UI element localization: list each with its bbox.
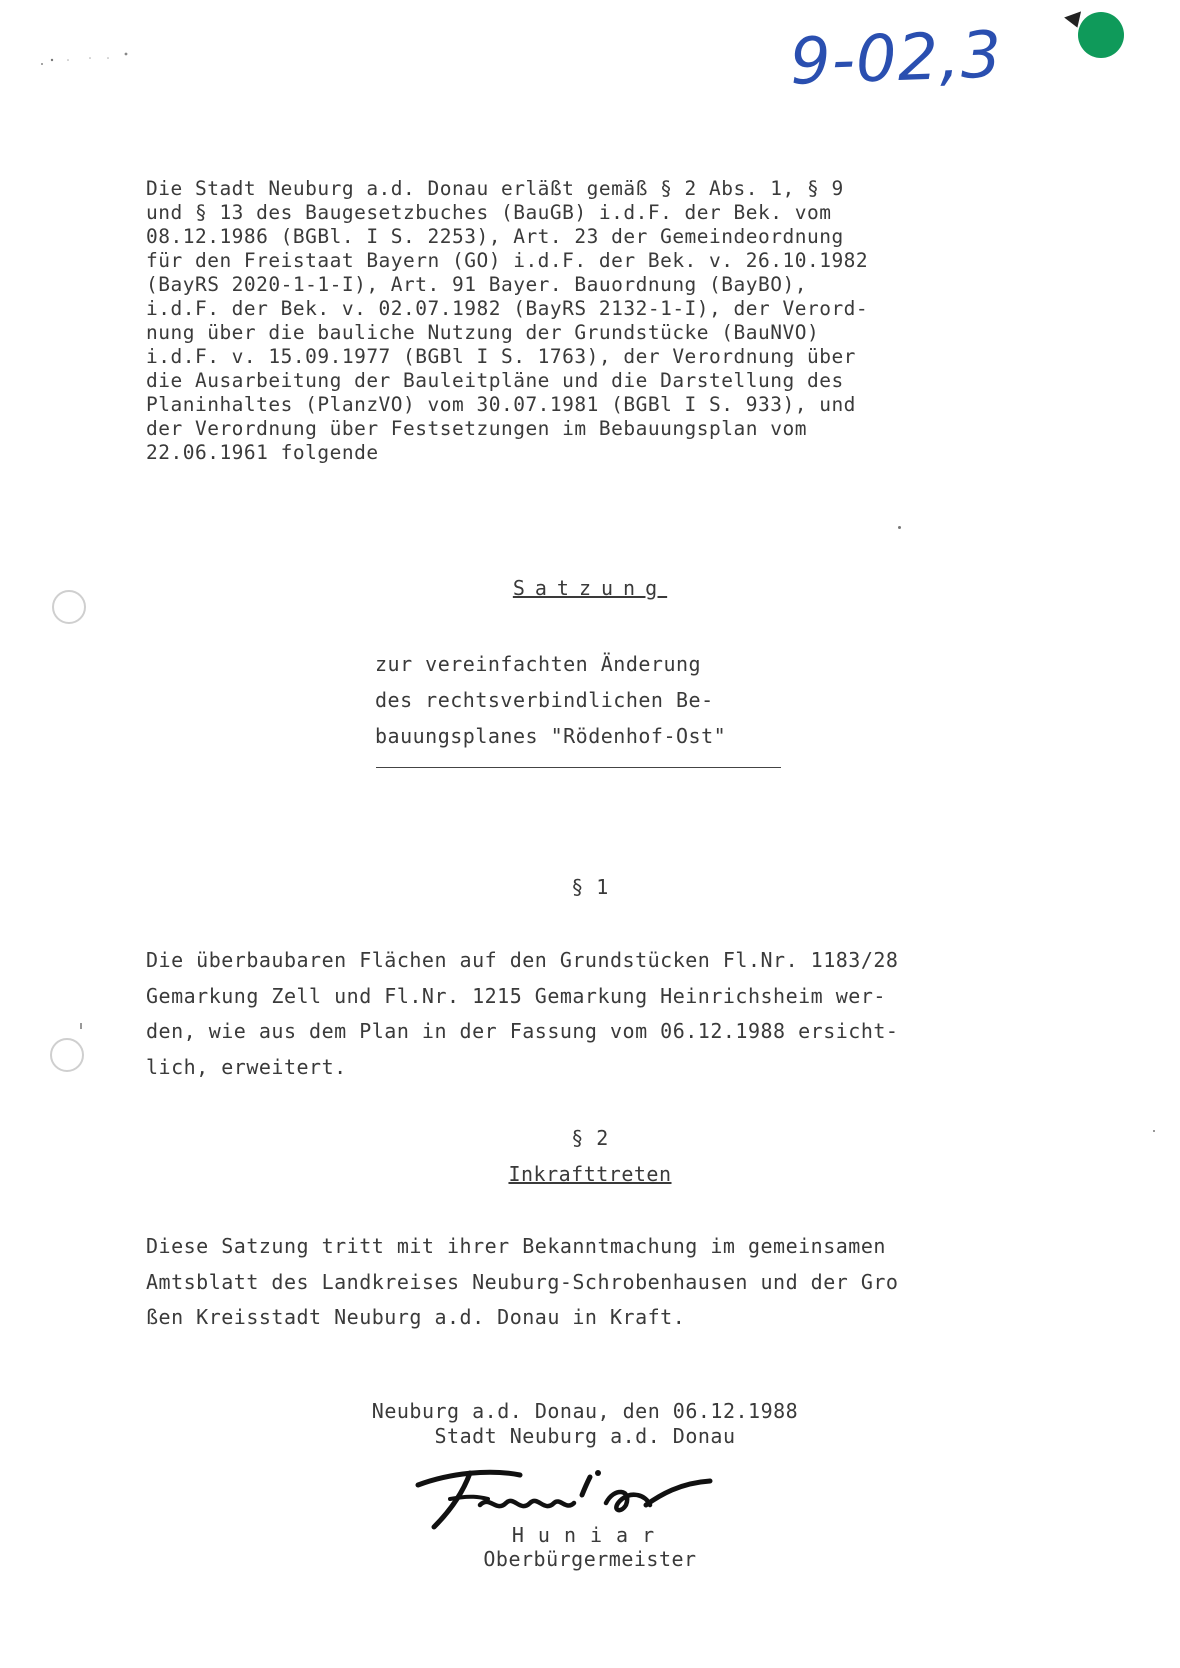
section-2-heading: § 2 xyxy=(571,1126,609,1150)
subtitle-divider xyxy=(376,767,781,768)
handwritten-file-number: 9-02,3 xyxy=(788,18,1004,100)
section-1-body: Die überbaubaren Flächen auf den Grundstücken Fl.Nr. 1183/28 Gemarkung Zell und Fl.Nr. 1215 Gemarkung Heinrichsheim wer- den, wie aus dem Plan in der Fassung vom 06.12.1988 ersicht- lich, erweitert. xyxy=(146,948,899,1079)
signer-name: Huniar xyxy=(511,1523,669,1547)
section-2-body: Diese Satzung tritt mit ihrer Bekanntmachung im gemeinsamen Amtsblatt des Landkreises Neuburg-Schrobenhausen und der Gro ßen Kreisstadt Neuburg a.d. Donau in Kraft. xyxy=(146,1234,899,1329)
preamble-paragraph: Die Stadt Neuburg a.d. Donau erläßt gemäß § 2 Abs. 1, § 9 und § 13 des Baugesetzbuches (BauGB) i.d.F. der Bek. vom 08.12.1986 (BGBl. I S. 2253), Art. 23 der Gemeindeordnung für den Freistaat Bayern (GO) i.d.F. der Bek. v. 26.10.1982 (BayRS 2020-1-1-I), Art. 91 Bayer. Bauordnung (BayBO), i.d.F. der Bek. v. 02.07.1982 (BayRS 2132-1-I), der Verord- nung über die bauliche Nutzung der Grundstücke (BauNVO) i.d.F. v. 15.09.1977 (BGBl I S. 1763), der Verordnung über die Ausarbeitung der Bauleitpläne und die Darstellung des Planinhaltes (PlanzVO) vom 30.07.1981 (BGBl I S. 933), und der Verordnung über Festsetzungen im Bebauungsplan vom 22.06.1961 folgende xyxy=(146,177,869,464)
section-1-heading: § 1 xyxy=(571,875,609,899)
issuing-city: Stadt Neuburg a.d. Donau xyxy=(434,1424,736,1448)
section-2-title: Inkrafttreten xyxy=(508,1162,672,1186)
punch-hole-icon xyxy=(50,1038,84,1072)
signer-title: Oberbürgermeister xyxy=(483,1547,697,1571)
green-sticker-dot xyxy=(1078,12,1124,58)
document-title: Satzung xyxy=(512,576,668,600)
scan-speck xyxy=(898,526,901,529)
scan-speck xyxy=(80,1023,82,1029)
document-subtitle: zur vereinfachten Änderung des rechtsverbindlichen Be- bauungsplanes "Rödenhof-Ost" xyxy=(375,652,727,748)
place-and-date: Neuburg a.d. Donau, den 06.12.1988 xyxy=(371,1399,799,1423)
scan-specks xyxy=(38,48,138,68)
